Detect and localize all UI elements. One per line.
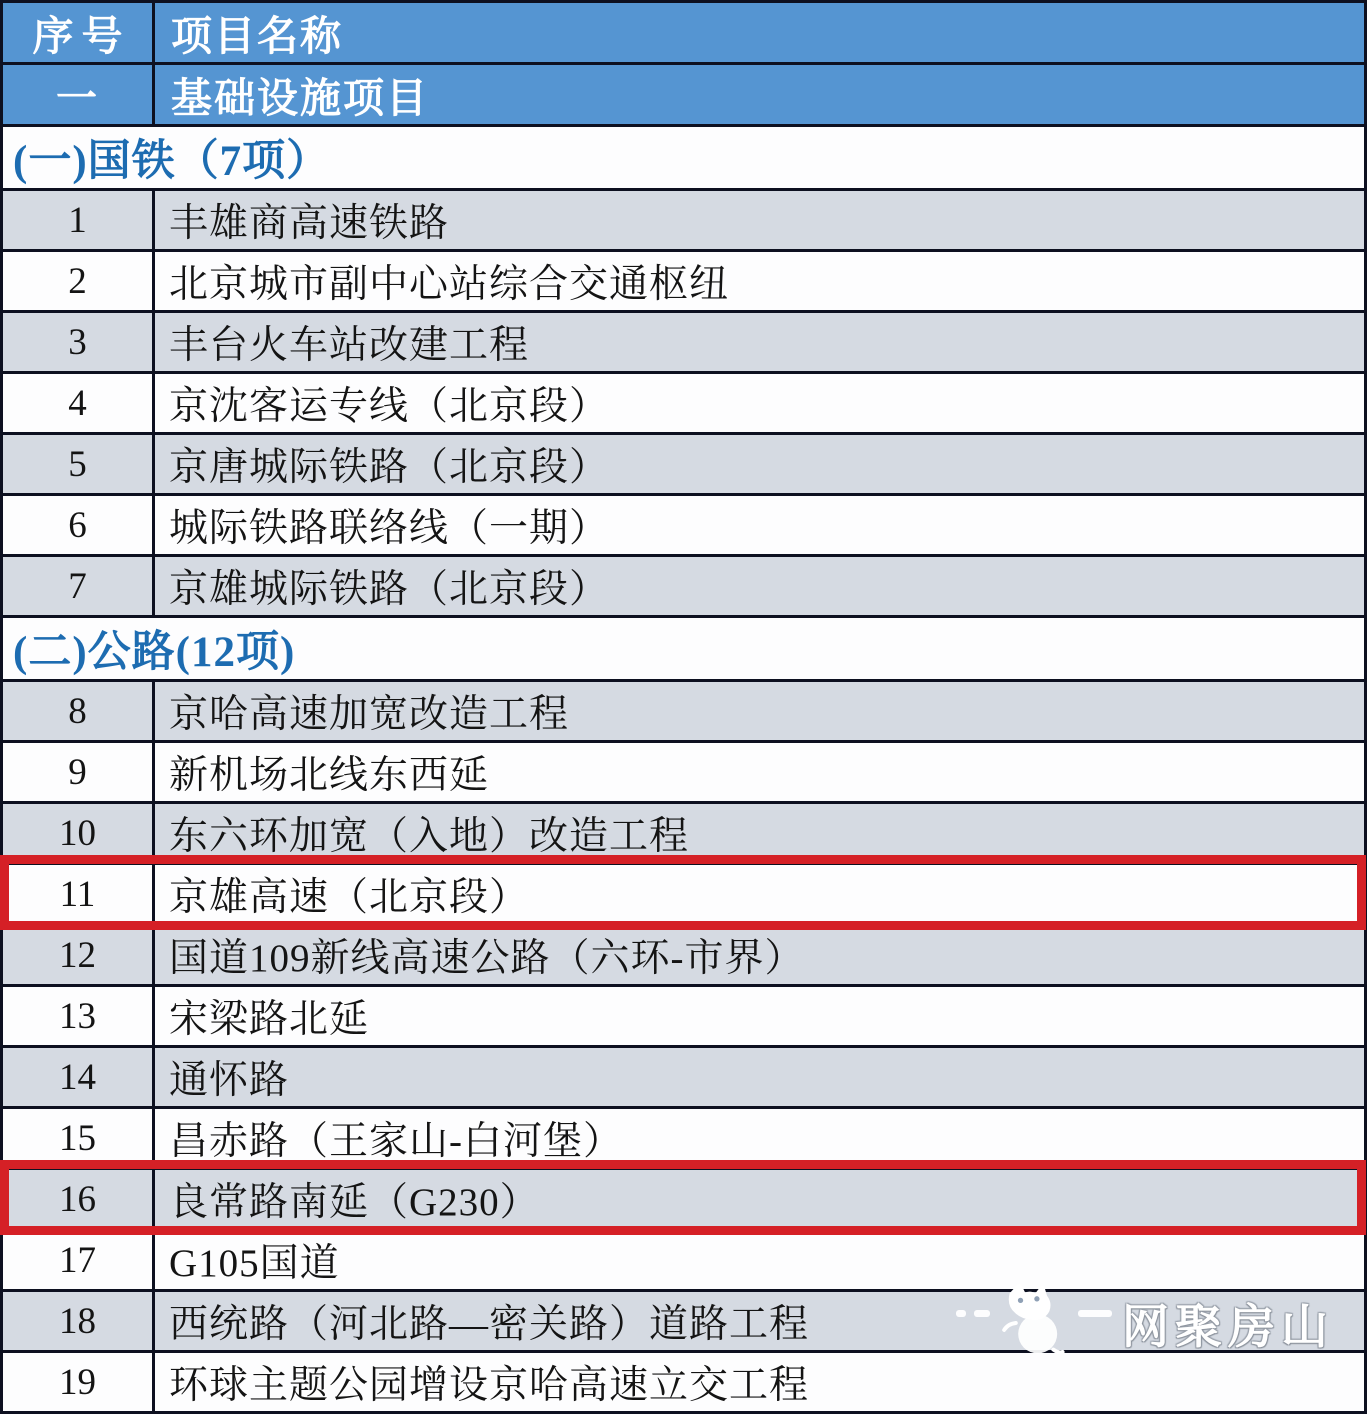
row-project-name: G105国道	[154, 1230, 1366, 1291]
table-row	[2, 1047, 1366, 1108]
row-project-name: 良常路南延（G230）	[154, 1169, 1366, 1230]
table-row	[2, 864, 1366, 925]
row-project-name: 环球主题公园增设京哈高速立交工程	[154, 1352, 1366, 1413]
table-row	[2, 434, 1366, 495]
row-serial: 5	[2, 434, 154, 495]
row-serial: 7	[2, 556, 154, 617]
row-project-name: 丰雄商高速铁路	[154, 190, 1366, 251]
row-project-name: 城际铁路联络线（一期）	[154, 495, 1366, 556]
section-heading-row	[2, 126, 1366, 190]
row-project-name: 北京城市副中心站综合交通枢纽	[154, 251, 1366, 312]
row-serial: 15	[2, 1108, 154, 1169]
row-project-name: 昌赤路（王家山-白河堡）	[154, 1108, 1366, 1169]
table-row	[2, 1230, 1366, 1291]
row-project-name: 丰台火车站改建工程	[154, 312, 1366, 373]
row-project-name: 西统路（河北路—密关路）道路工程	[154, 1291, 1366, 1352]
row-serial: 1	[2, 190, 154, 251]
section-heading: (二)公路(12项)	[2, 617, 1366, 681]
column-header-serial: 序号	[2, 2, 154, 64]
row-serial: 4	[2, 373, 154, 434]
table-header-row	[2, 2, 1366, 64]
row-project-name: 京哈高速加宽改造工程	[154, 681, 1366, 742]
row-serial: 2	[2, 251, 154, 312]
row-project-name: 京唐城际铁路（北京段）	[154, 434, 1366, 495]
row-serial: 3	[2, 312, 154, 373]
row-serial: 6	[2, 495, 154, 556]
row-serial: 13	[2, 986, 154, 1047]
table-row	[2, 1352, 1366, 1413]
row-serial: 9	[2, 742, 154, 803]
table-row	[2, 556, 1366, 617]
table-row	[2, 190, 1366, 251]
table-row	[2, 925, 1366, 986]
row-serial: 10	[2, 803, 154, 864]
row-project-name: 东六环加宽（入地）改造工程	[154, 803, 1366, 864]
table-row	[2, 251, 1366, 312]
row-project-name: 国道109新线高速公路（六环-市界）	[154, 925, 1366, 986]
row-serial: 11	[2, 864, 154, 925]
table-row	[2, 1108, 1366, 1169]
column-header-project-name: 项目名称	[154, 2, 1366, 64]
category-row	[2, 64, 1366, 126]
watermark-text: 网聚房山	[1122, 1301, 1334, 1354]
row-serial: 12	[2, 925, 154, 986]
category-number: 一	[2, 64, 154, 126]
table-row	[2, 803, 1366, 864]
row-project-name: 新机场北线东西延	[154, 742, 1366, 803]
row-serial: 16	[2, 1169, 154, 1230]
row-serial: 18	[2, 1291, 154, 1352]
row-project-name: 京沈客运专线（北京段）	[154, 373, 1366, 434]
category-name: 基础设施项目	[154, 64, 1366, 126]
table-row	[2, 1291, 1366, 1352]
section-heading-row	[2, 617, 1366, 681]
table-row	[2, 373, 1366, 434]
table-row	[2, 312, 1366, 373]
row-serial: 17	[2, 1230, 154, 1291]
table-row	[2, 742, 1366, 803]
row-project-name: 京雄高速（北京段）	[154, 864, 1366, 925]
row-serial: 14	[2, 1047, 154, 1108]
section-heading: (一)国铁（7项）	[2, 126, 1366, 190]
table-row	[2, 1169, 1366, 1230]
table-row	[2, 681, 1366, 742]
row-serial: 8	[2, 681, 154, 742]
row-project-name: 宋梁路北延	[154, 986, 1366, 1047]
table-row	[2, 495, 1366, 556]
table-row	[2, 986, 1366, 1047]
row-project-name: 通怀路	[154, 1047, 1366, 1108]
row-project-name: 京雄城际铁路（北京段）	[154, 556, 1366, 617]
row-serial: 19	[2, 1352, 154, 1413]
